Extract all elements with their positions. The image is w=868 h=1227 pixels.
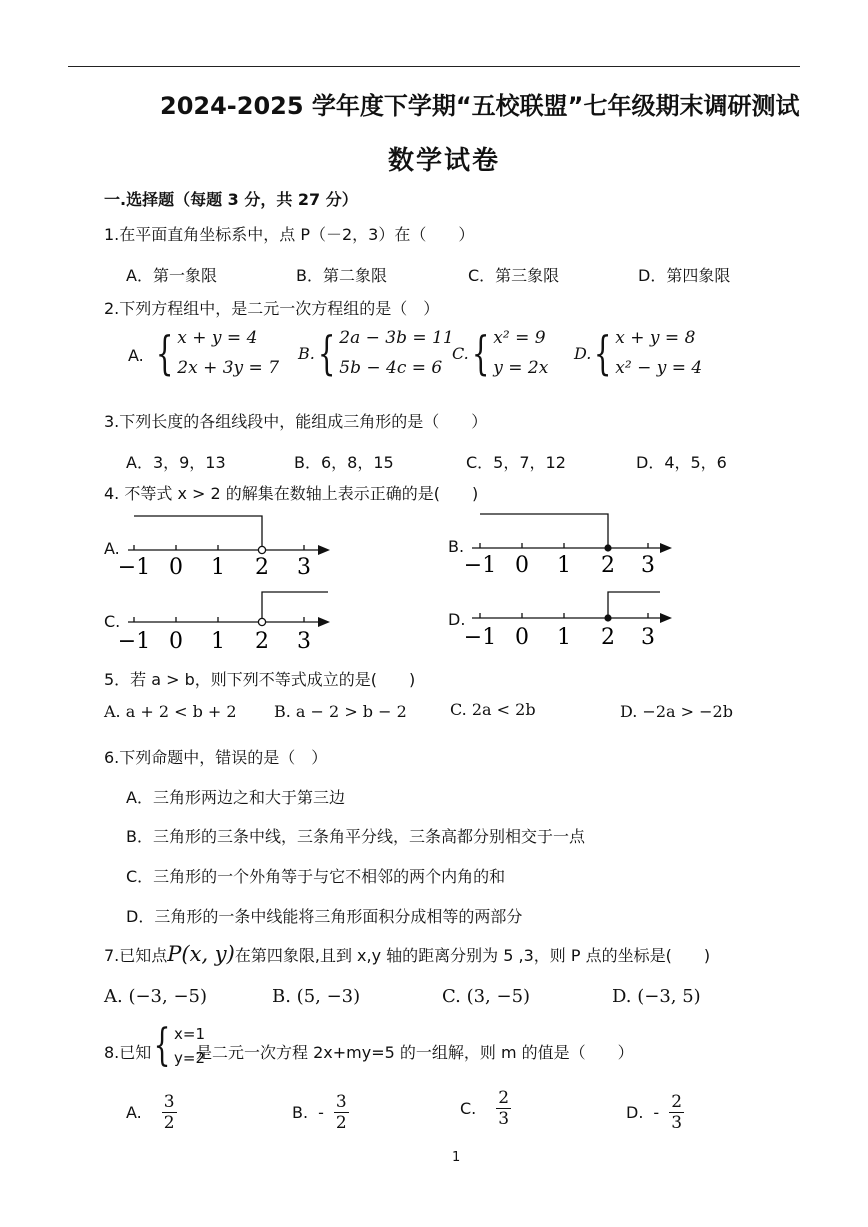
brace-icon: { [471,326,490,380]
equation-line: x + y = 8 [615,328,696,348]
option-sign: - [653,1103,660,1122]
question-4-number-line-c [118,582,338,652]
question-8-option-b [292,1092,349,1133]
equation-line: y = 2x [493,358,549,378]
question-7-stem [104,942,710,966]
tick-label: 2 [601,553,615,578]
tick-label: 1 [211,555,225,580]
option-sign: - [318,1103,324,1122]
question-5-option-c: C. 2a < 2b [450,700,536,719]
question-3-option-d: D．4，5，6 [636,453,727,472]
question-4-label-c: C. [104,612,121,631]
tick-label: 3 [641,553,655,578]
tick-label: 1 [557,625,571,650]
tick-label: 1 [557,553,571,578]
equation-line: 2x + 3y = 7 [177,358,280,378]
section-heading: 一.选择题（每题 3 分，共 27 分） [104,190,358,209]
question-7-option-a: A. (−3, −5) [104,986,207,1007]
tick-label: −1 [463,625,497,650]
question-2-system-c [466,323,548,383]
question-6-option-c: C．三角形的一个外角等于与它不相邻的两个内角的和 [126,867,506,886]
tick-label: 2 [255,629,269,652]
exam-subtitle: 数学试卷 [388,146,501,176]
question-3-option-a: A．3，9，13 [126,453,226,472]
question-5-option-a: A. a + 2 < b + 2 [104,702,237,721]
question-5-stem: 5．若 a > b，则下列不等式成立的是( ) [104,670,416,689]
tick-label: 3 [641,625,655,650]
tick-label: −1 [463,553,497,578]
fraction: $\frac{2}{3}$ [498,1088,510,1129]
question-6-option-d: D．三角形的一条中线能将三角形面积分成相等的两部分 [126,907,523,926]
question-8-option-d [626,1092,684,1133]
equation-line: 2a − 3b = 11 [339,328,454,348]
question-2-system-b [312,323,454,383]
equation-line: x=1 [174,1025,205,1043]
question-1-option-d: D．第四象限 [638,266,731,285]
question-6-option-a: A．三角形两边之和大于第三边 [126,788,345,807]
fraction: $\frac{2}{3}$ [671,1092,683,1133]
question-4-number-line-d [462,584,682,654]
tick-label: −1 [118,629,151,652]
brace-icon: { [153,1020,171,1071]
question-2-label-a: A. [128,346,144,365]
question-3-option-b: B．6，8，15 [294,453,394,472]
question-1-option-a: A．第一象限 [126,266,217,285]
question-2-system-a [150,323,279,383]
question-4-number-line-a [118,510,338,580]
tick-label: 3 [297,555,311,580]
tick-label: 1 [211,629,225,652]
equation-line: y=2 [174,1049,205,1067]
question-1-option-c: C．第三象限 [468,266,560,285]
tick-label: 2 [601,625,615,650]
question-4-label-d: D. [448,610,466,629]
brace-icon: { [317,326,336,380]
question-7-option-d: D. (−3, 5) [612,986,701,1007]
question-8-option-a [126,1092,177,1133]
question-7-option-b: B. (5, −3) [272,986,361,1007]
question-6-option-b: B．三角形的三条中线，三条角平分线，三条高都分别相交于一点 [126,827,585,846]
question-8-option-c [460,1088,511,1129]
fraction: $\frac{3}{2}$ [335,1092,347,1133]
equation-line: 5b − 4c = 6 [339,358,443,378]
tick-label: 2 [255,555,269,580]
question-8-stem-post: 是二元一次方程 2x+my=5 的一组解，则 m 的值是（ ） [196,1043,634,1062]
question-6-stem: 6.下列命题中，错误的是（ ） [104,748,328,767]
question-2-label-d: D. [574,344,592,363]
tick-label: 0 [515,625,529,650]
question-2-system-d [588,323,702,383]
question-2-label-c: C. [452,344,469,363]
option-label: D. [626,1103,644,1122]
question-1-option-b: B．第二象限 [296,266,387,285]
question-3-option-c: C．5，7，12 [466,453,566,472]
question-8-stem-pre: 8.已知 [104,1043,152,1062]
tick-label: 0 [515,553,529,578]
header-rule [68,66,800,67]
question-7-stem-pre: 7.已知点 [104,946,168,965]
question-2-stem: 2.下列方程组中，是二元一次方程组的是（ ） [104,299,440,318]
question-4-label-b: B. [448,537,465,556]
question-7-point: P(x, y) [167,942,235,966]
question-3-stem: 3.下列长度的各组线段中，能组成三角形的是（ ） [104,412,488,431]
option-label: C. [460,1099,477,1118]
question-4-label-a: A. [104,539,120,558]
brace-icon: { [593,326,612,380]
question-2-label-b: B. [298,344,315,363]
question-5-option-b: B. a − 2 > b − 2 [274,702,407,721]
equation-line: x² − y = 4 [615,358,703,378]
question-7-option-c: C. (3, −5) [442,986,531,1007]
brace-icon: { [155,326,174,380]
tick-label: 0 [169,629,183,652]
exam-title: 2024-2025 学年度下学期“五校联盟”七年级期末调研测试 [160,92,800,120]
question-7-stem-post: 在第四象限,且到 x,y 轴的距离分别为 5 ,3，则 P 点的坐标是( ) [234,946,711,965]
option-label: B. [292,1103,309,1122]
tick-label: 3 [297,629,311,652]
tick-label: −1 [118,555,151,580]
option-label: A. [126,1103,142,1122]
question-1-stem: 1.在平面直角坐标系中，点 P（－2，3）在（ ） [104,225,475,244]
fraction: $\frac{3}{2}$ [163,1092,175,1133]
question-5-option-d: D. −2a > −2b [620,702,733,721]
question-4-stem: 4. 不等式 x > 2 的解集在数轴上表示正确的是( ) [104,484,479,503]
page-number: 1 [452,1150,461,1165]
question-4-number-line-b [462,508,682,578]
equation-line: x + y = 4 [177,328,258,348]
tick-label: 0 [169,555,183,580]
equation-line: x² = 9 [493,328,546,348]
